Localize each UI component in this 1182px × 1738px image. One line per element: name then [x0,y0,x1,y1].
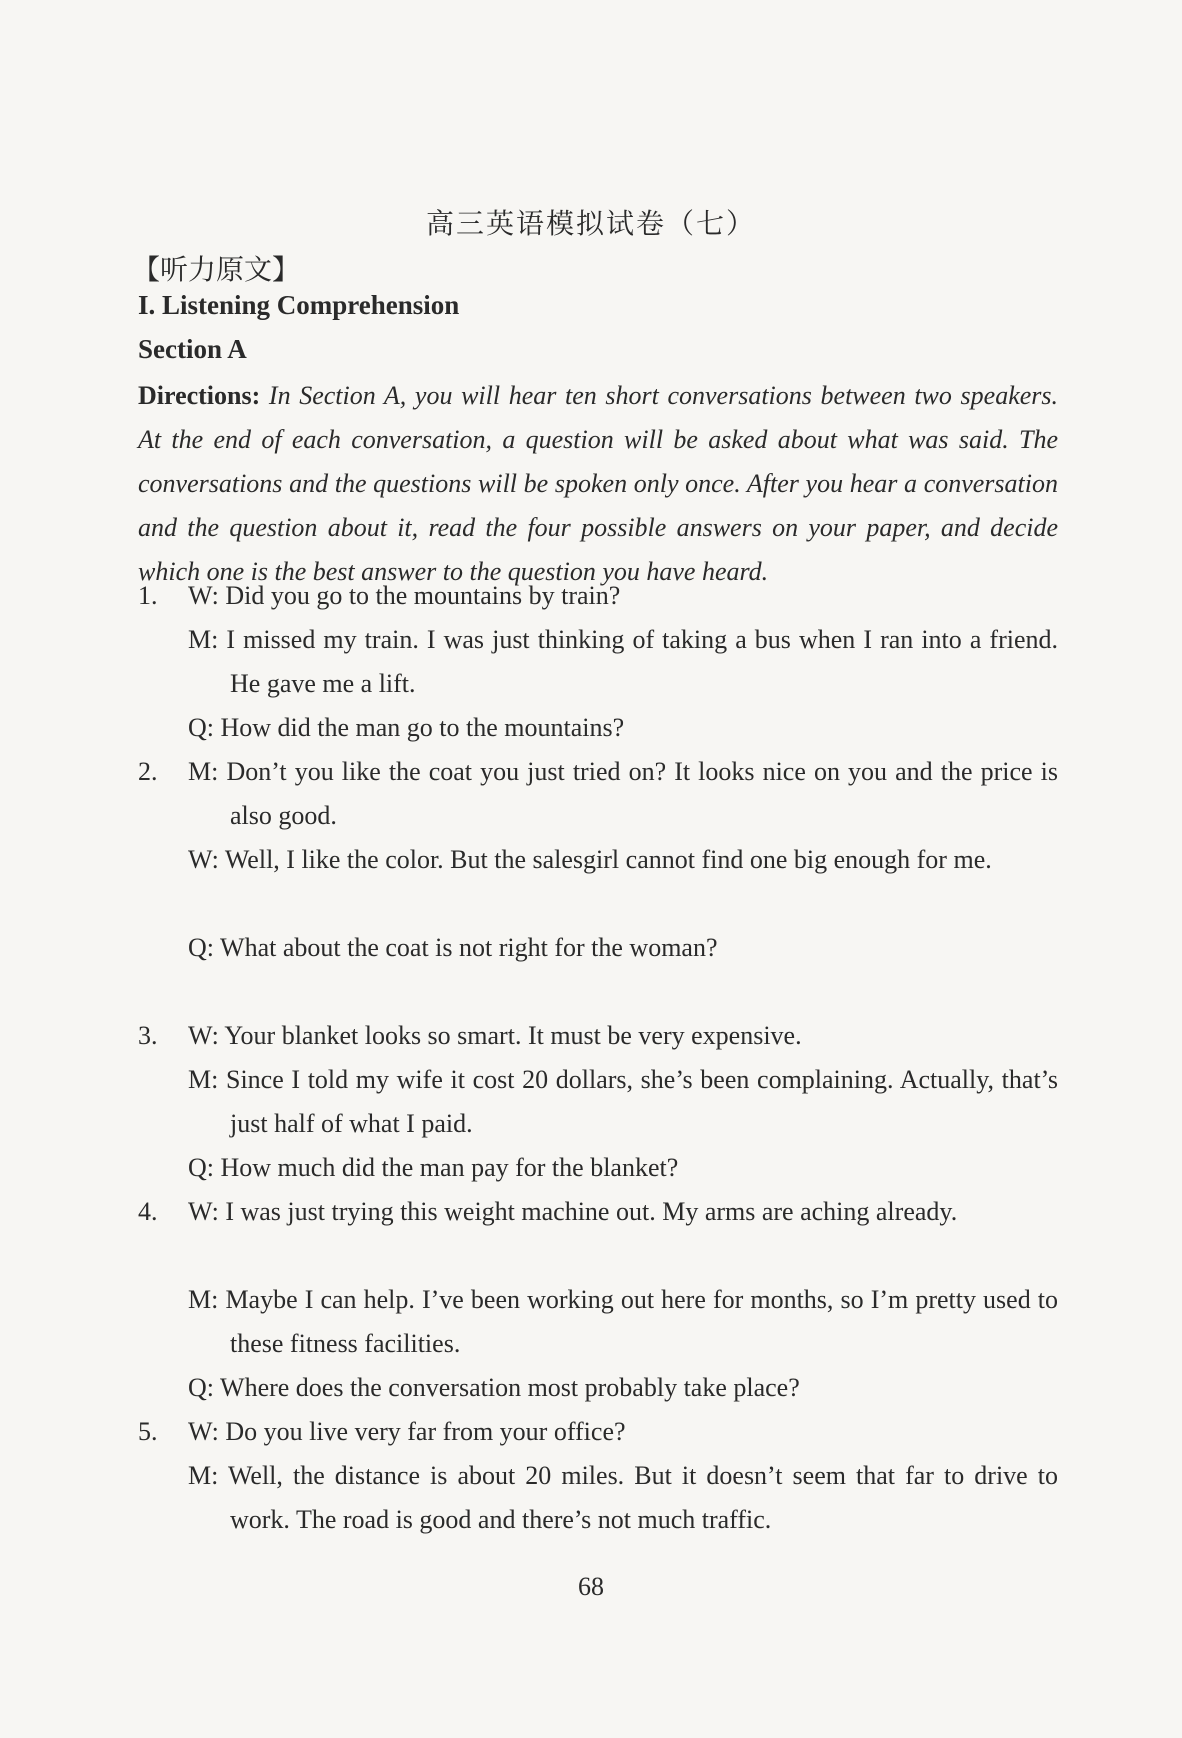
utterance: Your blanket looks so smart. It must be very expensive. [224,1021,802,1050]
speaker: W: [188,1197,219,1226]
utterance: Where does the conversation most probably take place? [220,1373,800,1402]
question-number: 5. [138,1417,158,1446]
dialogue-line [188,1146,1058,1190]
question-number: 1. [138,581,158,610]
dialogue-line [188,750,1058,838]
speaker: M: [188,1461,219,1490]
dialogue-line [188,574,1058,618]
utterance: Did you go to the mountains by train? [225,581,621,610]
page-number: 68 [578,1572,604,1601]
speaker: M: [188,757,219,786]
dialogue-line [188,1058,1058,1146]
utterance: How did the man go to the mountains? [220,713,625,742]
utterance: How much did the man pay for the blanket? [220,1153,679,1182]
speaker: Q: [188,713,214,742]
dialogue-line [188,706,1058,750]
utterance: Well, the distance is about 20 miles. But it doesn’t seem that far to drive to work. The road is good and there’s not much traffic. [227,1461,1059,1534]
directions-label: Directions: [138,381,261,410]
utterance: What about the coat is not right for the woman? [220,933,718,962]
dialogue-line [188,1278,1058,1366]
speaker: W: [188,1021,219,1050]
directions [138,374,1058,594]
speaker: W: [188,1417,219,1446]
directions-text: In Section A, you will hear ten short conversations between two speakers. At the end of each conversation, a question will be asked about what was said. The conversations and the questions will be spoken only once. After you hear a conversation and the question about it, read the four possible answers on your paper, and decide which one is the best answer to the question you have heard. [138,381,1059,586]
section-tag: 【听力原文】 [132,253,301,286]
dialogue-line [188,618,1058,706]
dialogue-line [188,1410,1058,1454]
utterance: Since I told my wife it cost 20 dollars, she’s been complaining. Actually, that’s just half of what I paid. [226,1065,1059,1138]
speaker: M: [188,1285,219,1314]
utterance: I was just trying this weight machine out. My arms are aching already. [225,1197,958,1226]
utterance: Don’t you like the coat you just tried on? It looks nice on you and the price is also good. [226,757,1058,830]
utterance: I missed my train. I was just thinking of taking a bus when I ran into a friend. He gave me a lift. [226,625,1059,698]
utterance: Well, I like the color. But the salesgirl cannot find one big enough for me. [224,845,992,874]
dialogue-line [188,1366,1058,1410]
question-number: 3. [138,1021,158,1050]
page-title: 高三英语模拟试卷（七） [425,207,756,240]
speaker: Q: [188,1373,214,1402]
utterance: Maybe I can help. I’ve been working out here for months, so I’m pretty used to these fitness facilities. [225,1285,1059,1358]
dialogue-line [188,926,1058,970]
speaker: W: [188,581,219,610]
dialogue-line [188,838,1058,882]
speaker: Q: [188,933,214,962]
question-number: 4. [138,1197,158,1226]
speaker: Q: [188,1153,214,1182]
dialogue-line [188,1454,1058,1542]
dialogue-line [188,1190,1058,1234]
speaker: M: [188,625,219,654]
speaker: M: [188,1065,219,1094]
utterance: Do you live very far from your office? [225,1417,626,1446]
question-number: 2. [138,757,158,786]
dialogue-line [188,1014,1058,1058]
section-heading: Section A [138,334,247,364]
speaker: W: [188,845,219,874]
part-heading: I. Listening Comprehension [138,290,460,320]
